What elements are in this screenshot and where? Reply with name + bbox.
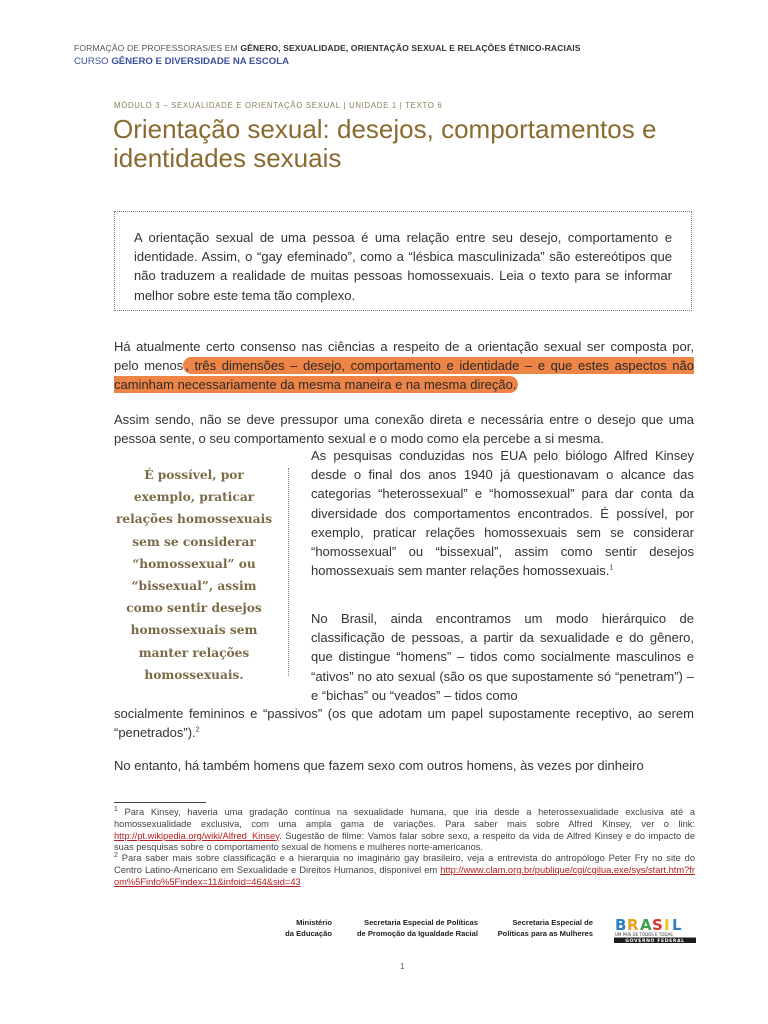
- paragraph-1: Há atualmente certo consenso nas ciências a respeito de a orientação sexual ser composta por, pelo menos , três dimensões – desejo, comportamento e identidade – e que estes aspectos não caminham necessariamente da mesma maneira e na mesma direção.: [114, 339, 694, 393]
- brasil-letter: S: [652, 916, 663, 934]
- brasil-letter: R: [627, 916, 639, 934]
- brasil-gov: GOVERNO FEDERAL: [625, 939, 685, 943]
- brasil-letter: B: [615, 916, 627, 934]
- module-label: MÓDULO 3 – SEXUALIDADE E ORIENTAÇÃO SEXUAL | UNIDADE 1 | TEXTO 6: [114, 101, 443, 110]
- brasil-slogan: UM PAÍS DE TODOS E TODAS: [615, 932, 673, 937]
- clam-link[interactable]: http://www.clam.org.br/publique/cgi/cgilua.exe/sys/start.htm?from%5Finfo%5Findex=11&infoid=464&sid=43: [114, 864, 695, 887]
- page-number: 1: [400, 962, 405, 971]
- brasil-letter: I: [664, 916, 670, 934]
- pull-quote-divider: [288, 468, 289, 676]
- footnote-ref-2[interactable]: 2: [195, 726, 200, 734]
- paragraph-5: No entanto, há também homens que fazem sexo com outros homens, às vezes por dinheiro: [114, 758, 644, 773]
- paragraph-3: As pesquisas conduzidas nos EUA pelo biólogo Alfred Kinsey desde o final dos anos 1940 já questionavam o alcance das categorias “heterossexual” e “homossexual” para dar conta da diversidade dos comportamentos encontrados. É possível, por exemplo, praticar relações homossexuais sem se considerar “homossexual” ou “bissexual”, assim como sentir desejos homossexuais sem manter relações homossexuais.$^1$: [311, 448, 694, 579]
- paragraph-4-continued: socialmente femininos e “passivos” (os que adotam um papel supostamente receptivo, ao serem “penetrados”).$^2$: [114, 706, 694, 741]
- highlight: , três dimensões – desejo, comportamento e identidade – e que estes aspectos não caminham necessariamente da mesma maneira e na mesma direção.: [114, 358, 694, 393]
- header-program: FORMAÇÃO DE PROFESSORAS/ES EM GÊNERO, SEXUALIDADE, ORIENTAÇÃO SEXUAL E RELAÇÕES ÉTNICO-RACIAIS: [74, 43, 581, 53]
- page-title: Orientação sexual: desejos, comportamentos e identidades sexuais: [113, 114, 657, 173]
- footnote-ref-1[interactable]: 1: [609, 564, 614, 572]
- logo-seppir: Secretaria Especial de Políticas de Promoção da Igualdade Racial: [356, 918, 478, 938]
- paragraph-2: Assim sendo, não se deve pressupor uma conexão direta e necessária entre o desejo que uma pessoa sente, o seu comportamento sexual e o modo como ela percebe a si mesma.: [114, 412, 694, 447]
- footnote-2: $^2$ Para saber mais sobre classificação e a hierarquia no imaginário gay brasileiro, veja a entrevista do antropólogo Peter Fry no site do Centro Latino-Americano em Sexualidade e Direitos Humanos, disponível em http://www.clam.org.br/publique/cgi/cgilua.exe/sys/start.htm?from%5Finfo%5Findex=11&infoid=464&sid=43: [114, 851, 695, 887]
- brasil-letter: A: [640, 916, 652, 934]
- paragraph-4: No Brasil, ainda encontramos um modo hierárquico de classificação de pessoas, a partir da sexualidade e do gênero, que distingue “homens” – tidos como socialmente masculinos e “ativos” no ato sexual (são os que supostamente só “penetram”) – e “bichas” ou “veados” – tidos como: [311, 611, 694, 703]
- brasil-letter: L: [672, 916, 682, 934]
- logo-mec: Ministério da Educação: [285, 918, 332, 938]
- logo-spm: Secretaria Especial de Políticas para as Mulheres: [497, 918, 593, 938]
- kinsey-link[interactable]: http://pt.wikipedia.org/wiki/Alfred_Kinsey: [114, 830, 280, 841]
- brasil-governo-federal-logo: [614, 915, 696, 943]
- intro-box: A orientação sexual de uma pessoa é uma relação entre seu desejo, comportamento e identidade. Assim, o “gay efeminado”, como a “lésbica masculinizada” são estereótipos que não traduzem a realidade de muitas pessoas homossexuais. Leia o texto para se informar melhor sobre este tema tão complexo.: [114, 211, 692, 311]
- header-course: CURSO GÊNERO E DIVERSIDADE NA ESCOLA: [74, 56, 289, 67]
- footnote-1: $^1$ Para Kinsey, haveria uma gradação contínua na sexualidade humana, que iria desde a heterossexualidade exclusiva até a homossexualidade exclusiva, com uma ampla gama de variações. Para saber mais sobre Alfred Kinsey, ver o link: http://pt.wikipedia.org/wiki/Alfred_Kinsey. Sugestão de filme: Vamos falar sobre sexo, a respeito da vida de Alfred Kinsey e do impacto de suas pesquisas sobre o comportamento sexual de homens e mulheres norte-americanos.: [114, 805, 695, 853]
- footnote-divider: [114, 802, 206, 803]
- pull-quote: É possível, por exemplo, praticar relações homossexuais sem se considerar “homossexual” ou “bissexual”, assim como sentir desejos homossexuais sem manter relações homossexuais.: [115, 468, 273, 682]
